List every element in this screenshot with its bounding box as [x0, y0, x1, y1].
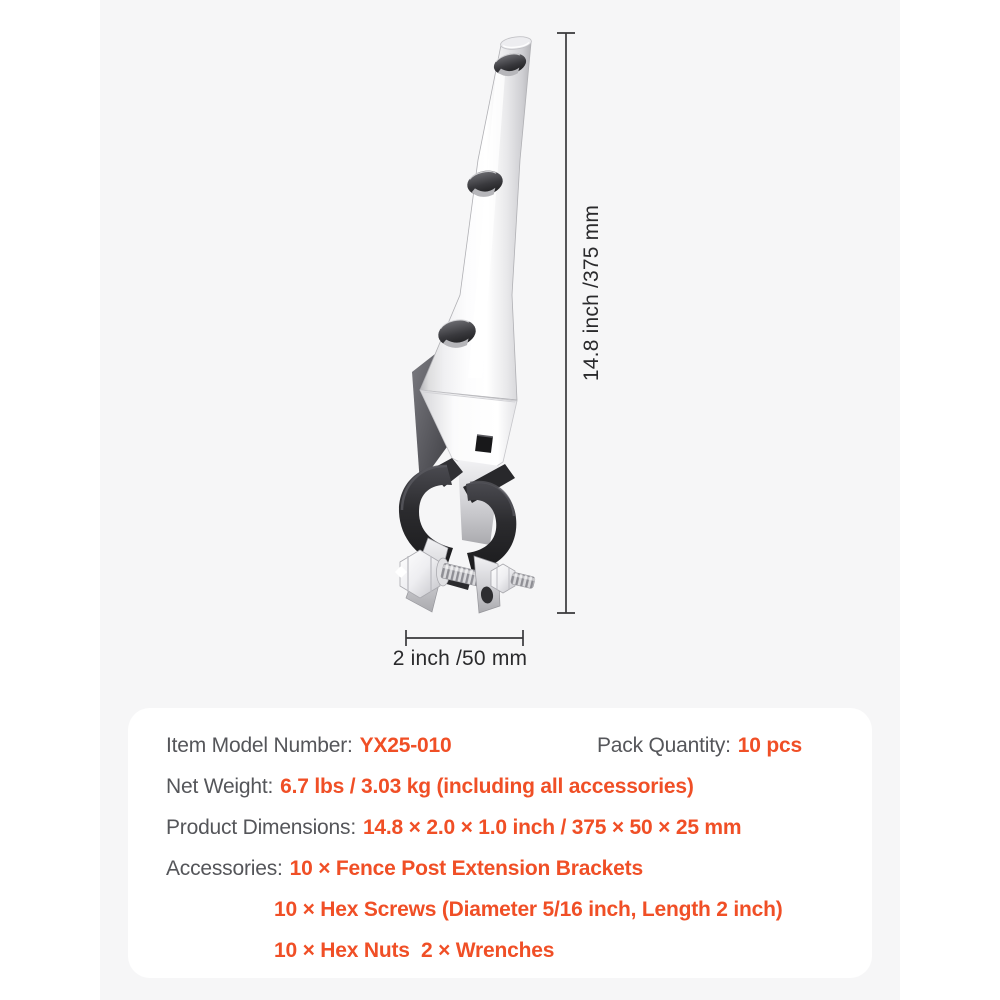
item-model-label: Item Model Number: — [166, 734, 353, 757]
spec-row-net-weight — [166, 774, 834, 800]
accessories-label: Accessories: — [166, 857, 283, 880]
product-dimensions-value: 14.8 × 2.0 × 1.0 inch / 375 × 50 × 25 mm — [362, 816, 742, 839]
square-hole — [475, 435, 493, 453]
spec-pack-qty — [597, 733, 802, 759]
spec-row-model-and-qty — [166, 733, 834, 759]
net-weight-label: Net Weight: — [166, 775, 274, 798]
pack-qty-label: Pack Quantity: — [597, 734, 731, 757]
pack-qty-value: 10 pcs — [737, 734, 802, 757]
dimension-line-width — [406, 630, 523, 646]
net-weight-value: 6.7 lbs / 3.03 kg (including all accessories) — [280, 775, 694, 798]
accessories-line3-value: 10 × Hex Nuts 2 × Wrenches — [274, 939, 555, 962]
accessories-line2-value: 10 × Hex Screws (Diameter 5/16 inch, Length 2 inch) — [274, 898, 783, 921]
spec-card — [128, 708, 872, 978]
spec-item-model — [166, 733, 597, 759]
spec-row-accessories-line2 — [274, 897, 834, 923]
spec-row-product-dimensions — [166, 815, 834, 841]
dimension-line-height — [557, 33, 575, 613]
height-dimension-label: 14.8 inch /375 mm — [580, 204, 603, 382]
accessories-value: 10 × Fence Post Extension Brackets — [289, 857, 643, 880]
product-dimensions-label: Product Dimensions: — [166, 816, 356, 839]
spec-row-accessories — [166, 856, 834, 882]
width-dimension-label: 2 inch /50 mm — [392, 647, 528, 670]
spec-row-accessories-line3 — [274, 938, 834, 964]
item-model-value: YX25-010 — [359, 734, 452, 757]
